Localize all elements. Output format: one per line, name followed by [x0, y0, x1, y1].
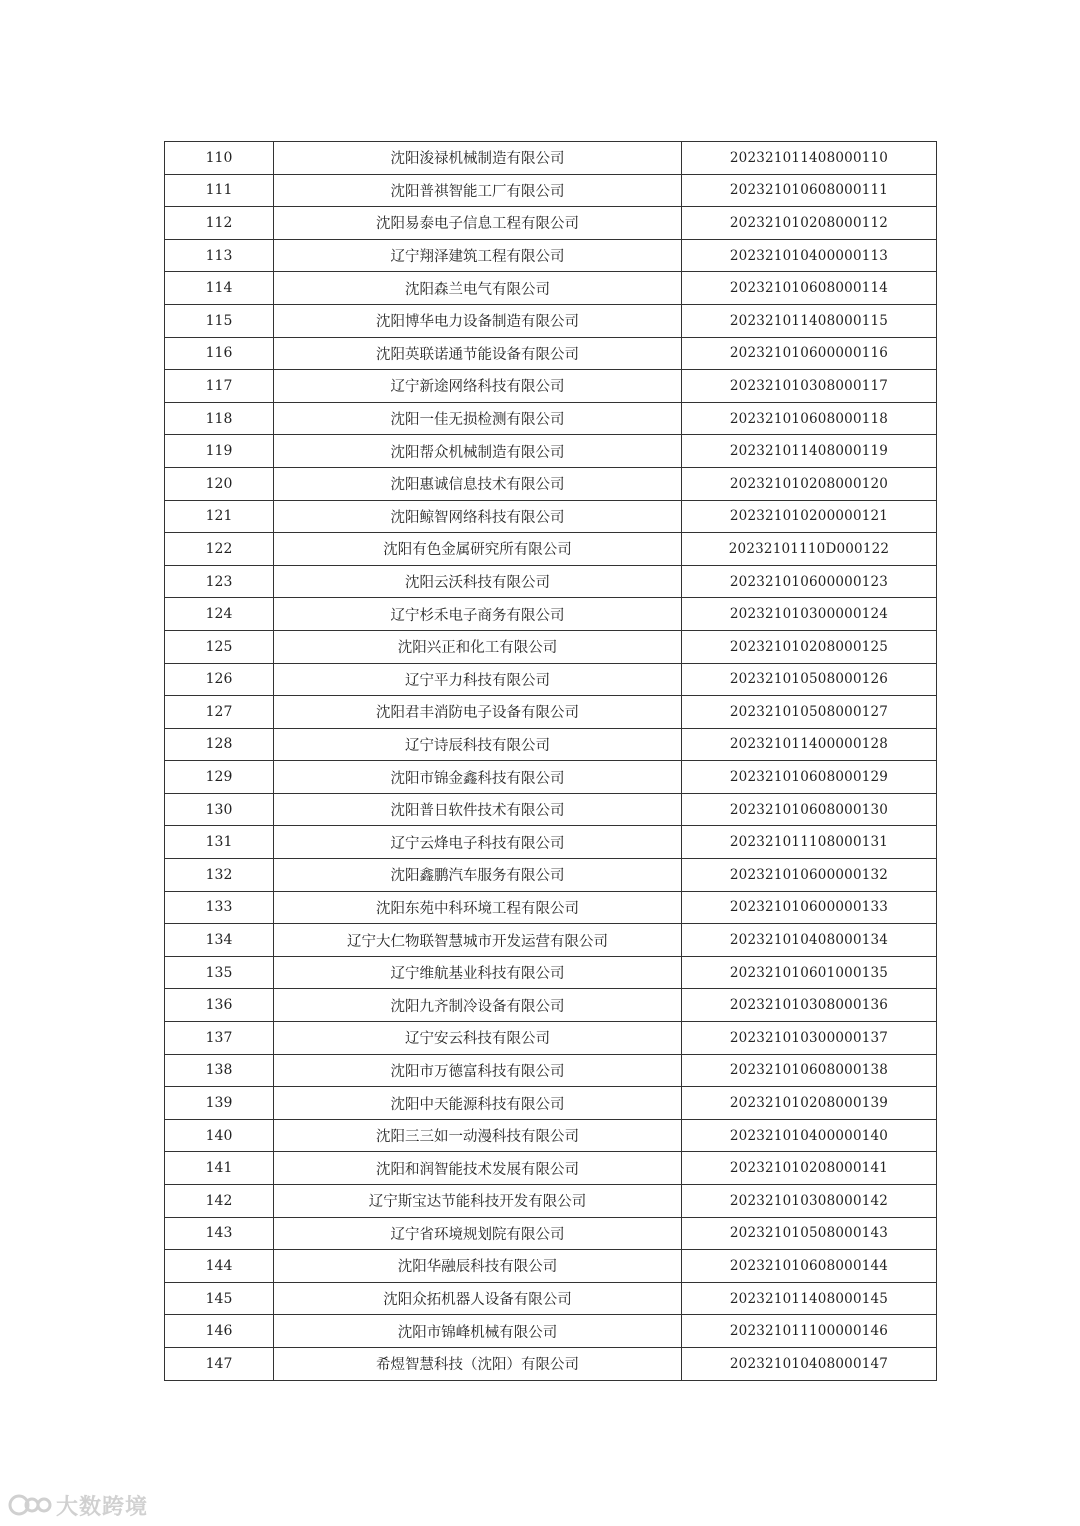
company-name-cell: 沈阳英联诺通节能设备有限公司: [274, 337, 682, 370]
table-row: [165, 1185, 937, 1218]
company-name-cell: 沈阳九齐制冷设备有限公司: [274, 989, 682, 1022]
row-number-cell: 125: [165, 630, 274, 663]
table-row: [165, 435, 937, 468]
registration-code-cell: 202321010400000140: [682, 1119, 937, 1152]
company-name-cell: 沈阳三三如一动漫科技有限公司: [274, 1119, 682, 1152]
company-name-cell: 辽宁斯宝达节能科技开发有限公司: [274, 1185, 682, 1218]
company-name-cell: 沈阳东苑中科环境工程有限公司: [274, 891, 682, 924]
registration-code-cell: 202321011408000115: [682, 304, 937, 337]
registration-code-cell: 202321010608000118: [682, 402, 937, 435]
registration-code-cell: 202321010608000129: [682, 761, 937, 794]
company-name-cell: 辽宁新途网络科技有限公司: [274, 370, 682, 403]
table-row: [165, 859, 937, 892]
registration-code-cell: 202321010608000138: [682, 1054, 937, 1087]
row-number-cell: 112: [165, 207, 274, 240]
company-name-cell: 沈阳鑫鹏汽车服务有限公司: [274, 859, 682, 892]
table-row: [165, 1315, 937, 1348]
registration-code-cell: 202321011100000146: [682, 1315, 937, 1348]
registration-code-cell: 202321010208000112: [682, 207, 937, 240]
registration-code-cell: 202321010208000141: [682, 1152, 937, 1185]
table-row: [165, 370, 937, 403]
table-row: [165, 1022, 937, 1055]
row-number-cell: 137: [165, 1022, 274, 1055]
watermark-text: 大数跨境: [56, 1494, 149, 1520]
company-name-cell: 沈阳市锦金鑫科技有限公司: [274, 761, 682, 794]
row-number-cell: 132: [165, 859, 274, 892]
company-name-cell: 沈阳君丰消防电子设备有限公司: [274, 696, 682, 729]
company-name-cell: 沈阳惠诚信息技术有限公司: [274, 467, 682, 500]
registration-code-cell: 202321010608000130: [682, 793, 937, 826]
brand-logo-icon: [8, 1492, 52, 1518]
table-row: [165, 1217, 937, 1250]
table-row: [165, 272, 937, 305]
watermark: [8, 1490, 148, 1520]
row-number-cell: 124: [165, 598, 274, 631]
company-name-cell: 沈阳云沃科技有限公司: [274, 565, 682, 598]
registration-code-cell: 202321010600000123: [682, 565, 937, 598]
row-number-cell: 128: [165, 728, 274, 761]
company-name-cell: 沈阳博华电力设备制造有限公司: [274, 304, 682, 337]
company-name-cell: 辽宁翔泽建筑工程有限公司: [274, 239, 682, 272]
registration-code-cell: 202321010208000139: [682, 1087, 937, 1120]
table-row: [165, 598, 937, 631]
row-number-cell: 118: [165, 402, 274, 435]
row-number-cell: 141: [165, 1152, 274, 1185]
company-name-cell: 沈阳兴正和化工有限公司: [274, 630, 682, 663]
row-number-cell: 121: [165, 500, 274, 533]
registration-code-cell: 202321010608000144: [682, 1250, 937, 1283]
company-name-cell: 沈阳森兰电气有限公司: [274, 272, 682, 305]
row-number-cell: 144: [165, 1250, 274, 1283]
company-name-cell: 沈阳浚禄机械制造有限公司: [274, 142, 682, 175]
company-name-cell: 沈阳华融辰科技有限公司: [274, 1250, 682, 1283]
company-name-cell: 沈阳市万德富科技有限公司: [274, 1054, 682, 1087]
row-number-cell: 116: [165, 337, 274, 370]
table-row: [165, 533, 937, 566]
registration-code-cell: 202321011408000145: [682, 1282, 937, 1315]
registration-code-cell: 202321010400000113: [682, 239, 937, 272]
row-number-cell: 142: [165, 1185, 274, 1218]
company-name-cell: 沈阳中天能源科技有限公司: [274, 1087, 682, 1120]
registration-code-cell: 202321010608000114: [682, 272, 937, 305]
row-number-cell: 123: [165, 565, 274, 598]
row-number-cell: 139: [165, 1087, 274, 1120]
row-number-cell: 138: [165, 1054, 274, 1087]
company-name-cell: 辽宁诗辰科技有限公司: [274, 728, 682, 761]
registration-code-cell: 202321010208000125: [682, 630, 937, 663]
table-row: [165, 174, 937, 207]
table-row: [165, 663, 937, 696]
table-row: [165, 467, 937, 500]
company-name-cell: 辽宁大仁物联智慧城市开发运营有限公司: [274, 924, 682, 957]
registration-code-cell: 202321010508000127: [682, 696, 937, 729]
table-row: [165, 630, 937, 663]
row-number-cell: 130: [165, 793, 274, 826]
row-number-cell: 135: [165, 956, 274, 989]
row-number-cell: 136: [165, 989, 274, 1022]
table-row: [165, 239, 937, 272]
table-row: [165, 304, 937, 337]
row-number-cell: 146: [165, 1315, 274, 1348]
row-number-cell: 113: [165, 239, 274, 272]
registration-code-cell: 202321010408000134: [682, 924, 937, 957]
row-number-cell: 119: [165, 435, 274, 468]
row-number-cell: 140: [165, 1119, 274, 1152]
row-number-cell: 111: [165, 174, 274, 207]
company-name-cell: 辽宁安云科技有限公司: [274, 1022, 682, 1055]
registration-code-cell: 202321010600000132: [682, 859, 937, 892]
registration-code-cell: 202321010508000126: [682, 663, 937, 696]
table-row: [165, 1347, 937, 1380]
row-number-cell: 110: [165, 142, 274, 175]
registration-code-cell: 202321010408000147: [682, 1347, 937, 1380]
row-number-cell: 117: [165, 370, 274, 403]
table-row: [165, 761, 937, 794]
registration-code-cell: 202321010300000124: [682, 598, 937, 631]
row-number-cell: 145: [165, 1282, 274, 1315]
company-name-cell: 辽宁维航基业科技有限公司: [274, 956, 682, 989]
company-name-cell: 希煜智慧科技（沈阳）有限公司: [274, 1347, 682, 1380]
row-number-cell: 122: [165, 533, 274, 566]
company-name-cell: 辽宁云烽电子科技有限公司: [274, 826, 682, 859]
row-number-cell: 131: [165, 826, 274, 859]
registration-code-cell: 202321010608000111: [682, 174, 937, 207]
table-row: [165, 696, 937, 729]
table-row: [165, 891, 937, 924]
registration-code-cell: 202321011408000119: [682, 435, 937, 468]
registration-code-cell: 202321011400000128: [682, 728, 937, 761]
row-number-cell: 115: [165, 304, 274, 337]
company-name-cell: 沈阳帮众机械制造有限公司: [274, 435, 682, 468]
registration-code-cell: 202321010308000142: [682, 1185, 937, 1218]
company-name-cell: 沈阳和润智能技术发展有限公司: [274, 1152, 682, 1185]
company-name-cell: 辽宁杉禾电子商务有限公司: [274, 598, 682, 631]
row-number-cell: 147: [165, 1347, 274, 1380]
company-name-cell: 沈阳普日软件技术有限公司: [274, 793, 682, 826]
table-row: [165, 1119, 937, 1152]
table-row: [165, 1282, 937, 1315]
registration-code-cell: 202321010308000117: [682, 370, 937, 403]
table-row: [165, 1152, 937, 1185]
registration-code-cell: 202321010308000136: [682, 989, 937, 1022]
registration-code-cell: 202321010600000133: [682, 891, 937, 924]
company-name-cell: 沈阳普祺智能工厂有限公司: [274, 174, 682, 207]
company-name-cell: 沈阳有色金属研究所有限公司: [274, 533, 682, 566]
table-row: [165, 337, 937, 370]
table-row: [165, 793, 937, 826]
registration-code-cell: 202321010208000120: [682, 467, 937, 500]
company-name-cell: 沈阳易泰电子信息工程有限公司: [274, 207, 682, 240]
registration-code-cell: 202321010600000116: [682, 337, 937, 370]
registration-code-cell: 202321010601000135: [682, 956, 937, 989]
table-row: [165, 826, 937, 859]
row-number-cell: 114: [165, 272, 274, 305]
table-row: [165, 142, 937, 175]
company-name-cell: 沈阳市锦峰机械有限公司: [274, 1315, 682, 1348]
row-number-cell: 120: [165, 467, 274, 500]
registration-code-cell: 202321010200000121: [682, 500, 937, 533]
table-row: [165, 500, 937, 533]
registration-code-cell: 202321010508000143: [682, 1217, 937, 1250]
table-row: [165, 1087, 937, 1120]
row-number-cell: 126: [165, 663, 274, 696]
company-name-cell: 沈阳一佳无损检测有限公司: [274, 402, 682, 435]
registration-code-cell: 20232101110D000122: [682, 533, 937, 566]
table-row: [165, 956, 937, 989]
company-list-table: [164, 141, 937, 1381]
row-number-cell: 127: [165, 696, 274, 729]
registration-code-cell: 202321011108000131: [682, 826, 937, 859]
company-name-cell: 辽宁省环境规划院有限公司: [274, 1217, 682, 1250]
table-row: [165, 1054, 937, 1087]
table-row: [165, 1250, 937, 1283]
table-body: [165, 142, 937, 1381]
table-row: [165, 989, 937, 1022]
table-row: [165, 402, 937, 435]
table-row: [165, 728, 937, 761]
row-number-cell: 133: [165, 891, 274, 924]
row-number-cell: 129: [165, 761, 274, 794]
table-row: [165, 924, 937, 957]
table-row: [165, 207, 937, 240]
registration-code-cell: 202321010300000137: [682, 1022, 937, 1055]
row-number-cell: 143: [165, 1217, 274, 1250]
company-name-cell: 辽宁平力科技有限公司: [274, 663, 682, 696]
table-row: [165, 565, 937, 598]
row-number-cell: 134: [165, 924, 274, 957]
company-name-cell: 沈阳众拓机器人设备有限公司: [274, 1282, 682, 1315]
registration-code-cell: 202321011408000110: [682, 142, 937, 175]
company-name-cell: 沈阳鲸智网络科技有限公司: [274, 500, 682, 533]
